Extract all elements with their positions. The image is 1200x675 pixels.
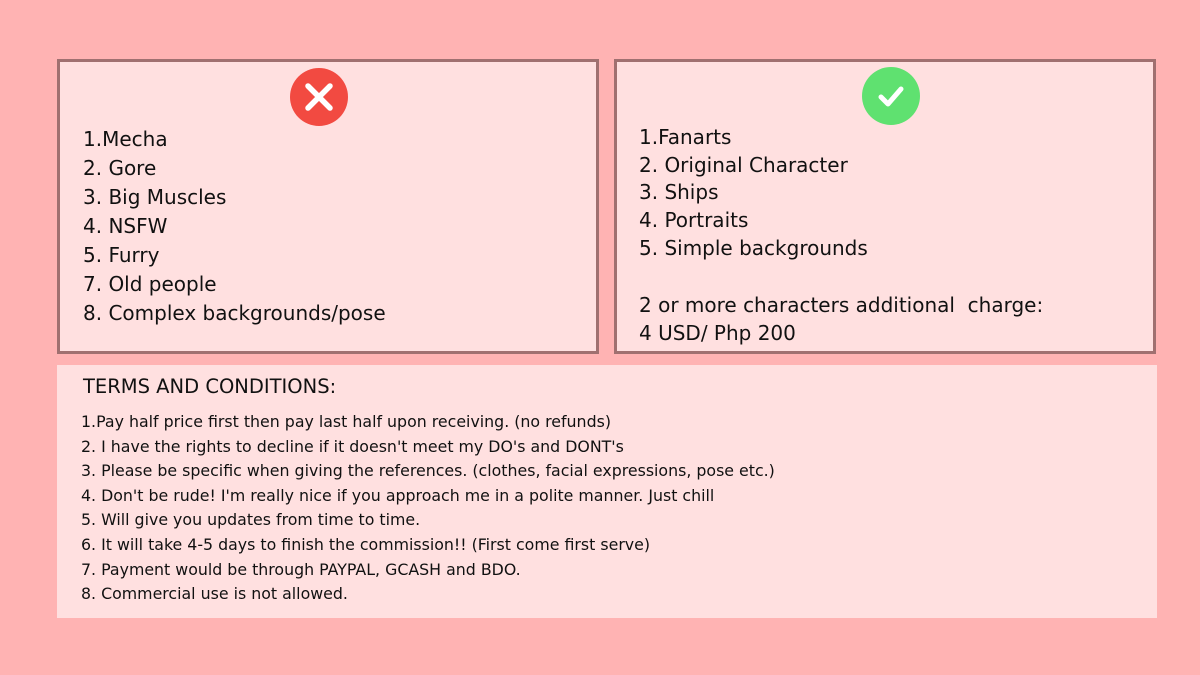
dos-item: 5. Simple backgrounds xyxy=(639,235,868,260)
terms-item: 3. Please be specific when giving the references. (clothes, facial expressions, pose etc.) xyxy=(81,461,775,481)
extra-charge-price: 4 USD/ Php 200 xyxy=(639,321,796,345)
dos-item: 2. Original Character xyxy=(639,152,848,177)
terms-item: 4. Don't be rude! I'm really nice if you approach me in a polite manner. Just chill xyxy=(81,485,715,505)
donts-item: 1.Mecha xyxy=(83,127,168,151)
dos-item: 4. Portraits xyxy=(639,208,749,233)
donts-item: 3. Big Muscles xyxy=(83,185,227,209)
terms-item: 8. Commercial use is not allowed. xyxy=(81,584,348,604)
terms-item: 1.Pay half price first then pay last half upon receiving. (no refunds) xyxy=(81,412,611,431)
donts-item: 4. NSFW xyxy=(83,214,168,238)
dos-panel xyxy=(614,59,1156,354)
terms-item: 6. It will take 4-5 days to finish the commission!! (First come first serve) xyxy=(81,534,651,554)
terms-panel xyxy=(57,365,1157,618)
dos-item: 3. Ships xyxy=(639,180,719,205)
check-mark-icon xyxy=(862,67,920,125)
terms-item: 7. Payment would be through PAYPAL, GCASH and BDO. xyxy=(81,559,521,579)
donts-item: 8. Complex backgrounds/pose xyxy=(83,301,386,325)
terms-item: 2. I have the rights to decline if it doesn't meet my DO's and DONT's xyxy=(81,436,624,456)
dos-list xyxy=(639,124,868,263)
extra-charge-note xyxy=(639,291,1043,347)
terms-item: 5. Will give you updates from time to time. xyxy=(81,510,421,530)
dos-item: 1.Fanarts xyxy=(639,125,732,149)
donts-item: 7. Old people xyxy=(83,272,217,296)
donts-panel xyxy=(57,59,599,354)
donts-item: 2. Gore xyxy=(83,156,157,180)
donts-list xyxy=(83,125,386,328)
terms-list xyxy=(81,410,775,607)
terms-title: TERMS AND CONDITIONS: xyxy=(83,375,337,398)
donts-item: 5. Furry xyxy=(83,243,160,267)
extra-charge-line: 2 or more characters additional charge: xyxy=(639,293,1044,317)
x-mark-icon xyxy=(290,68,348,126)
